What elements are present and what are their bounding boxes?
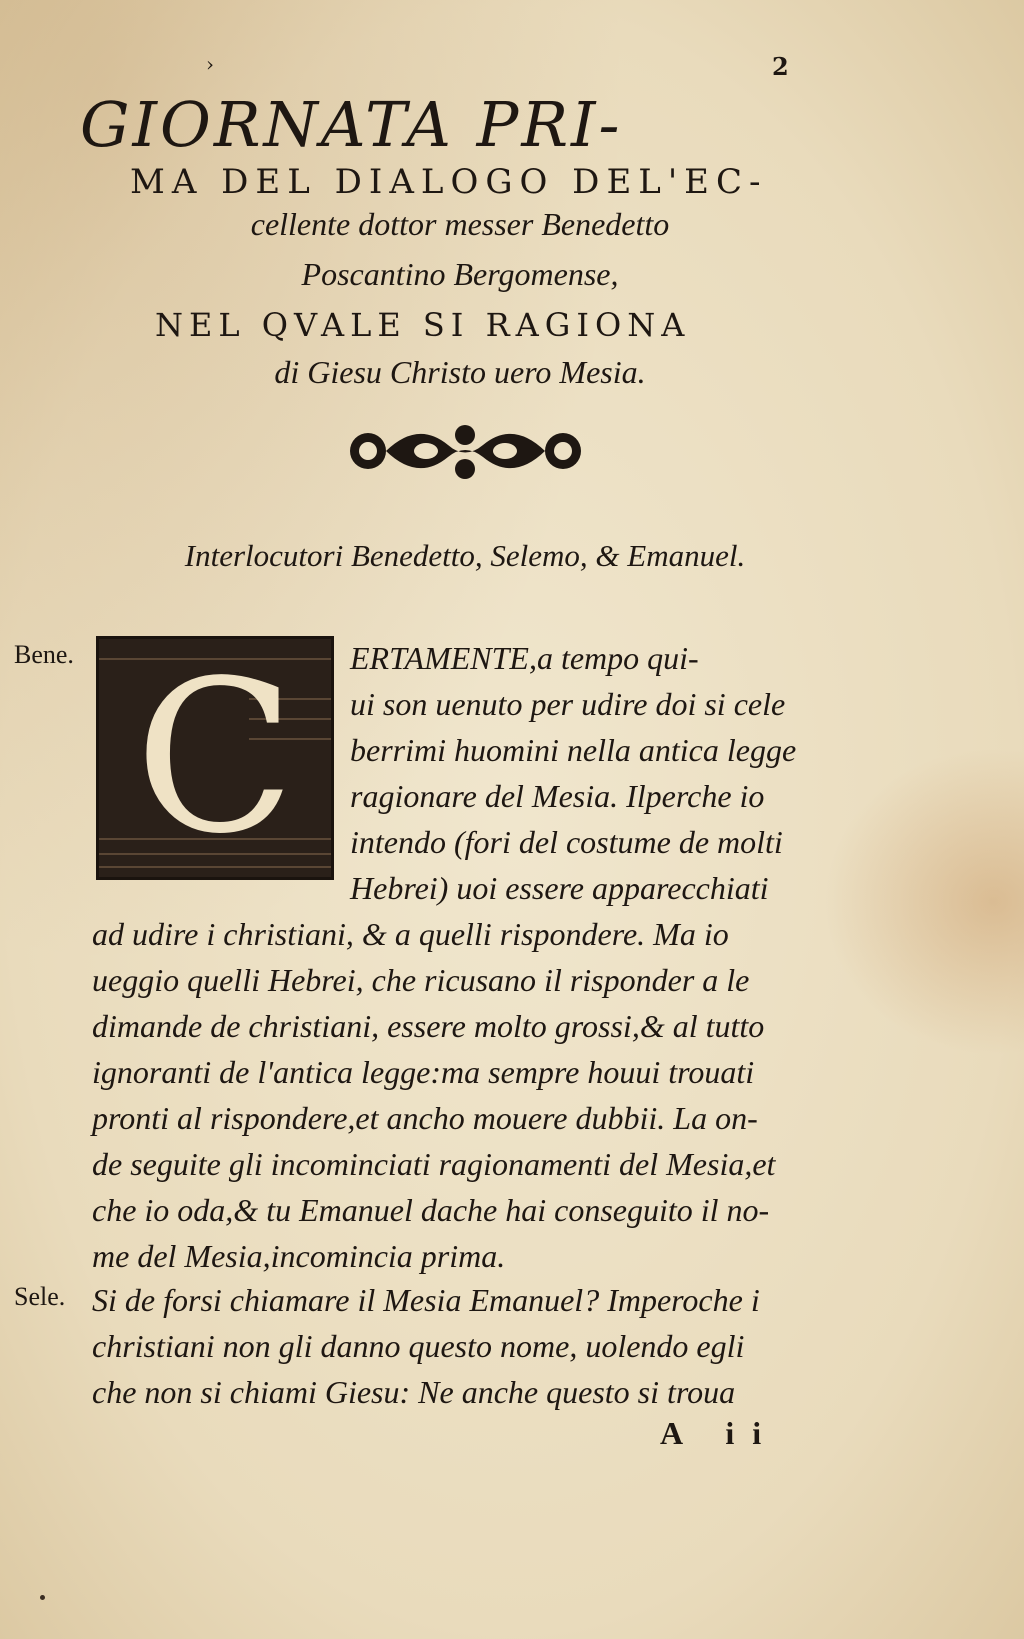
text-line: dimande de christiani, essere molto grossi,& al tutto xyxy=(92,1008,765,1044)
text-line: ignoranti de l'antica legge:ma sempre houui trouati xyxy=(92,1054,755,1090)
heading-line-2: MA DEL DIALOGO DEL'EC- xyxy=(130,162,768,202)
text-line: ragionare del Mesia. Ilperche io xyxy=(350,778,765,814)
text-line: intendo (fori del costume de molti xyxy=(350,824,783,860)
text-line: ad udire i christiani, & a quelli rispondere. Ma io xyxy=(92,916,729,952)
decorated-initial xyxy=(96,636,334,880)
text-line: Si de forsi chiamare il Mesia Emanuel? Imperoche i xyxy=(92,1282,760,1318)
page-mark: › xyxy=(206,52,214,76)
text-line: che non si chiami Giesu: Ne anche questo si troua xyxy=(92,1374,736,1410)
folio-number: 2 xyxy=(772,52,789,81)
text-line: me del Mesia,incomincia prima. xyxy=(92,1238,506,1274)
text-line: ERTAMENTE,a tempo qui- xyxy=(350,640,699,676)
heading-line-3: cellente dottor messer Benedetto xyxy=(250,206,670,242)
text-line: ueggio quelli Hebrei, che ricusano il risponder a le xyxy=(92,962,750,998)
text-line: pronti al rispondere,et ancho mouere dubbii. La on- xyxy=(92,1100,758,1136)
initial-letter: C xyxy=(134,635,296,880)
heading-line-4: Poscantino Bergomense, xyxy=(301,256,619,292)
heading-line-1: GIORNATA PRI- xyxy=(80,88,623,161)
text-line: berrimi huomini nella antica legge xyxy=(350,732,797,768)
speck xyxy=(40,1595,45,1600)
text-line: de seguite gli incominciati ragionamenti del Mesia,et xyxy=(92,1146,776,1182)
heading-line-6: di Giesu Christo uero Mesia. xyxy=(274,354,646,390)
text-line: che io oda,& tu Emanuel dache hai conseguito il no- xyxy=(92,1192,770,1228)
fleuron-ornament-icon xyxy=(338,415,593,487)
interlocutors-heading: Interlocutori Benedetto, Selemo, & Emanuel. xyxy=(184,538,746,573)
text-line: ui son uenuto per udire doi si cele xyxy=(350,686,786,722)
signature-mark: A ii xyxy=(660,1415,780,1451)
speaker-bene: Bene. xyxy=(14,640,74,669)
heading-line-5: NEL QVALE SI RAGIONA xyxy=(155,306,691,344)
speaker-sele: Sele. xyxy=(14,1282,66,1311)
text-line: Hebrei) uoi essere apparecchiati xyxy=(350,870,769,906)
text-line: christiani non gli danno questo nome, uolendo egli xyxy=(92,1328,745,1364)
